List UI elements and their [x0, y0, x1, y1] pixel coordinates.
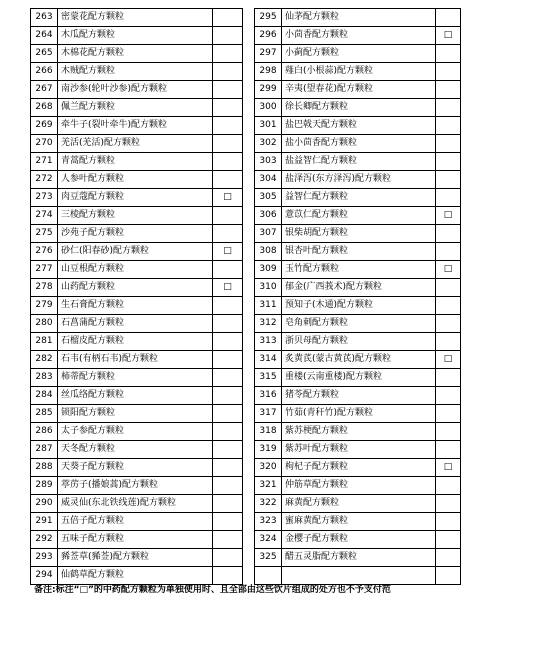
left-item-name: 山豆根配方颗粒 — [58, 261, 213, 279]
left-item-mark — [213, 423, 243, 441]
table-row — [31, 495, 461, 513]
table-row — [31, 153, 461, 171]
left-item-mark — [213, 333, 243, 351]
left-item-mark — [213, 225, 243, 243]
column-gap — [243, 135, 255, 153]
right-item-name: 郁金(广西莪术)配方颗粒 — [282, 279, 436, 297]
right-item-mark — [436, 405, 461, 423]
right-item-number: 318 — [255, 423, 282, 441]
right-item-mark — [436, 387, 461, 405]
left-item-number: 288 — [31, 459, 58, 477]
table-row — [31, 387, 461, 405]
left-item-name: 五倍子配方颗粒 — [58, 513, 213, 531]
left-item-number: 292 — [31, 531, 58, 549]
left-item-mark — [213, 369, 243, 387]
left-item-mark — [213, 549, 243, 567]
column-gap — [243, 81, 255, 99]
right-item-name: 竹茹(青秆竹)配方颗粒 — [282, 405, 436, 423]
left-item-number: 278 — [31, 279, 58, 297]
right-item-mark — [436, 63, 461, 81]
right-item-number: 296 — [255, 27, 282, 45]
left-item-number: 269 — [31, 117, 58, 135]
table-row — [31, 315, 461, 333]
column-gap — [243, 405, 255, 423]
right-item-name: 盐小茴香配方颗粒 — [282, 135, 436, 153]
right-item-number: 311 — [255, 297, 282, 315]
right-item-mark: □ — [436, 261, 461, 279]
table-row — [31, 279, 461, 297]
left-item-name: 石榴皮配方颗粒 — [58, 333, 213, 351]
right-item-mark — [436, 135, 461, 153]
column-gap — [243, 117, 255, 135]
left-item-mark — [213, 405, 243, 423]
right-item-number: 316 — [255, 387, 282, 405]
column-gap — [243, 423, 255, 441]
left-item-name: 锁阳配方颗粒 — [58, 405, 213, 423]
left-item-name: 南沙参(轮叶沙参)配方颗粒 — [58, 81, 213, 99]
left-item-name: 天葵子配方颗粒 — [58, 459, 213, 477]
left-item-mark — [213, 81, 243, 99]
right-item-mark — [436, 315, 461, 333]
left-item-mark — [213, 441, 243, 459]
table-row — [31, 297, 461, 315]
right-item-mark — [436, 189, 461, 207]
column-gap — [243, 9, 255, 27]
right-item-name: 薏苡仁配方颗粒 — [282, 207, 436, 225]
right-item-number: 309 — [255, 261, 282, 279]
table-row — [31, 351, 461, 369]
left-item-name: 木棉花配方颗粒 — [58, 45, 213, 63]
left-item-mark — [213, 351, 243, 369]
left-item-number: 294 — [31, 567, 58, 585]
left-item-number: 283 — [31, 369, 58, 387]
right-item-number: 319 — [255, 441, 282, 459]
right-item-number: 303 — [255, 153, 282, 171]
right-item-name: 盐泽泻(东方泽泻)配方颗粒 — [282, 171, 436, 189]
right-item-mark — [436, 81, 461, 99]
table-row — [31, 99, 461, 117]
right-item-number: 304 — [255, 171, 282, 189]
left-item-name: 沙苑子配方颗粒 — [58, 225, 213, 243]
drug-list-sheet — [30, 8, 461, 585]
left-item-mark — [213, 63, 243, 81]
left-item-mark — [213, 531, 243, 549]
table-row — [31, 369, 461, 387]
left-item-mark — [213, 135, 243, 153]
left-item-mark — [213, 495, 243, 513]
left-item-number: 281 — [31, 333, 58, 351]
left-item-number: 264 — [31, 27, 58, 45]
right-item-number: 314 — [255, 351, 282, 369]
right-item-number: 322 — [255, 495, 282, 513]
right-item-mark — [436, 243, 461, 261]
left-item-mark — [213, 459, 243, 477]
column-gap — [243, 207, 255, 225]
right-item-mark — [436, 279, 461, 297]
left-item-mark — [213, 9, 243, 27]
right-item-mark — [436, 9, 461, 27]
table-row — [31, 423, 461, 441]
left-item-name: 羌活(羌活)配方颗粒 — [58, 135, 213, 153]
right-item-mark — [436, 99, 461, 117]
left-item-number: 272 — [31, 171, 58, 189]
right-item-number: 325 — [255, 549, 282, 567]
right-item-mark — [436, 423, 461, 441]
left-item-number: 266 — [31, 63, 58, 81]
left-item-name: 肉豆蔻配方颗粒 — [58, 189, 213, 207]
right-item-mark — [436, 225, 461, 243]
column-gap — [243, 387, 255, 405]
left-item-number: 280 — [31, 315, 58, 333]
right-item-name: 辛夷(望春花)配方颗粒 — [282, 81, 436, 99]
left-item-name: 牵牛子(裂叶牵牛)配方颗粒 — [58, 117, 213, 135]
left-item-name: 石菖蒲配方颗粒 — [58, 315, 213, 333]
right-item-name: 枸杞子配方颗粒 — [282, 459, 436, 477]
left-item-mark: □ — [213, 279, 243, 297]
right-item-name: 紫苏叶配方颗粒 — [282, 441, 436, 459]
right-item-name: 仙茅配方颗粒 — [282, 9, 436, 27]
right-item-name: 皂角刺配方颗粒 — [282, 315, 436, 333]
column-gap — [243, 189, 255, 207]
right-item-number: 300 — [255, 99, 282, 117]
right-item-number: 307 — [255, 225, 282, 243]
left-item-mark — [213, 261, 243, 279]
left-item-number: 263 — [31, 9, 58, 27]
left-item-name: 太子参配方颗粒 — [58, 423, 213, 441]
left-item-name: 石韦(有柄石韦)配方颗粒 — [58, 351, 213, 369]
table-row — [31, 513, 461, 531]
left-item-name: 威灵仙(东北铁线莲)配方颗粒 — [58, 495, 213, 513]
right-item-number: 323 — [255, 513, 282, 531]
left-item-name: 三棱配方颗粒 — [58, 207, 213, 225]
right-item-name: 小茴香配方颗粒 — [282, 27, 436, 45]
right-item-number: 306 — [255, 207, 282, 225]
left-item-name: 丝瓜络配方颗粒 — [58, 387, 213, 405]
right-item-number: 301 — [255, 117, 282, 135]
table-row — [31, 477, 461, 495]
column-gap — [243, 513, 255, 531]
right-item-name: 盐巴戟天配方颗粒 — [282, 117, 436, 135]
right-item-mark — [436, 531, 461, 549]
table-row — [31, 333, 461, 351]
left-item-name: 砂仁(阳春砂)配方颗粒 — [58, 243, 213, 261]
left-item-number: 289 — [31, 477, 58, 495]
left-item-name: 天冬配方颗粒 — [58, 441, 213, 459]
left-item-number: 265 — [31, 45, 58, 63]
left-item-number: 293 — [31, 549, 58, 567]
right-item-number: 298 — [255, 63, 282, 81]
right-item-mark — [436, 513, 461, 531]
column-gap — [243, 99, 255, 117]
left-item-name: 木瓜配方颗粒 — [58, 27, 213, 45]
table-row — [31, 405, 461, 423]
left-item-name: 人参叶配方颗粒 — [58, 171, 213, 189]
left-item-mark: □ — [213, 189, 243, 207]
right-item-number: 313 — [255, 333, 282, 351]
right-item-mark — [436, 171, 461, 189]
right-item-number: 297 — [255, 45, 282, 63]
column-gap — [243, 243, 255, 261]
left-item-number: 271 — [31, 153, 58, 171]
left-item-mark — [213, 27, 243, 45]
column-gap — [243, 315, 255, 333]
column-gap — [243, 153, 255, 171]
table-row — [31, 207, 461, 225]
drug-list-table — [30, 8, 461, 585]
right-item-mark — [436, 297, 461, 315]
left-item-number: 284 — [31, 387, 58, 405]
right-item-name: 紫苏梗配方颗粒 — [282, 423, 436, 441]
table-row — [31, 9, 461, 27]
column-gap — [243, 171, 255, 189]
left-item-name: 佩兰配方颗粒 — [58, 99, 213, 117]
column-gap — [243, 279, 255, 297]
left-item-mark: □ — [213, 243, 243, 261]
left-item-number: 273 — [31, 189, 58, 207]
left-item-name: 密蒙花配方颗粒 — [58, 9, 213, 27]
left-item-number: 274 — [31, 207, 58, 225]
table-row — [31, 117, 461, 135]
table-row — [31, 27, 461, 45]
column-gap — [243, 477, 255, 495]
right-item-name: 预知子(木通)配方颗粒 — [282, 297, 436, 315]
right-item-name: 浙贝母配方颗粒 — [282, 333, 436, 351]
right-item-number: 295 — [255, 9, 282, 27]
column-gap — [243, 45, 255, 63]
left-item-name: 葶苈子(播娘蒿)配方颗粒 — [58, 477, 213, 495]
table-row — [31, 441, 461, 459]
left-item-number: 286 — [31, 423, 58, 441]
table-row — [31, 531, 461, 549]
column-gap — [243, 333, 255, 351]
right-item-mark — [436, 153, 461, 171]
right-item-name: 益智仁配方颗粒 — [282, 189, 436, 207]
table-row — [31, 81, 461, 99]
right-item-mark: □ — [436, 459, 461, 477]
right-item-name: 薤白(小根蒜)配方颗粒 — [282, 63, 436, 81]
table-row — [31, 171, 461, 189]
right-item-mark — [436, 495, 461, 513]
right-item-name: 小蓟配方颗粒 — [282, 45, 436, 63]
column-gap — [243, 351, 255, 369]
left-item-name: 生石膏配方颗粒 — [58, 297, 213, 315]
right-item-number: 315 — [255, 369, 282, 387]
right-item-mark — [436, 333, 461, 351]
footnote: 备注:标注“□”的中药配方颗粒为单独使用时、且全部由这些饮片组成的处方也不予支付范 — [34, 585, 391, 595]
left-item-name: 五味子配方颗粒 — [58, 531, 213, 549]
left-item-mark — [213, 171, 243, 189]
left-item-number: 275 — [31, 225, 58, 243]
column-gap — [243, 297, 255, 315]
table-row — [31, 459, 461, 477]
column-gap — [243, 549, 255, 567]
right-item-number: 312 — [255, 315, 282, 333]
left-item-mark — [213, 117, 243, 135]
left-item-number: 285 — [31, 405, 58, 423]
right-item-name: 炙黄芪(蒙古黄芪)配方颗粒 — [282, 351, 436, 369]
right-item-name: 银杏叶配方颗粒 — [282, 243, 436, 261]
left-item-mark — [213, 315, 243, 333]
left-item-number: 268 — [31, 99, 58, 117]
left-item-mark — [213, 207, 243, 225]
column-gap — [243, 225, 255, 243]
left-item-mark — [213, 99, 243, 117]
left-item-name: 仙鹤草配方颗粒 — [58, 567, 213, 585]
right-item-number: 299 — [255, 81, 282, 99]
table-row — [31, 261, 461, 279]
left-item-number: 279 — [31, 297, 58, 315]
column-gap — [243, 27, 255, 45]
column-gap — [243, 531, 255, 549]
right-item-name: 徐长卿配方颗粒 — [282, 99, 436, 117]
right-item-mark: □ — [436, 207, 461, 225]
right-item-name: 蜜麻黄配方颗粒 — [282, 513, 436, 531]
left-item-number: 276 — [31, 243, 58, 261]
right-item-mark — [436, 441, 461, 459]
left-item-number: 267 — [31, 81, 58, 99]
right-item-number: 310 — [255, 279, 282, 297]
left-item-mark — [213, 45, 243, 63]
left-item-mark — [213, 477, 243, 495]
table-row — [31, 225, 461, 243]
right-item-mark — [436, 45, 461, 63]
left-item-number: 270 — [31, 135, 58, 153]
right-item-number: 321 — [255, 477, 282, 495]
table-row — [31, 549, 461, 567]
left-item-number: 290 — [31, 495, 58, 513]
right-item-mark — [436, 549, 461, 567]
left-item-mark — [213, 513, 243, 531]
right-item-name: 麻黄配方颗粒 — [282, 495, 436, 513]
table-row — [31, 189, 461, 207]
right-item-mark: □ — [436, 351, 461, 369]
left-item-name: 豨莶草(豨莶)配方颗粒 — [58, 549, 213, 567]
column-gap — [243, 63, 255, 81]
right-item-number: 320 — [255, 459, 282, 477]
right-item-number: 324 — [255, 531, 282, 549]
right-item-number: 317 — [255, 405, 282, 423]
left-item-name: 青蒿配方颗粒 — [58, 153, 213, 171]
right-item-name: 金樱子配方颗粒 — [282, 531, 436, 549]
left-item-number: 277 — [31, 261, 58, 279]
table-row — [31, 63, 461, 81]
right-item-number: 302 — [255, 135, 282, 153]
left-item-mark — [213, 387, 243, 405]
left-item-number: 291 — [31, 513, 58, 531]
right-item-name: 猪苓配方颗粒 — [282, 387, 436, 405]
left-item-name: 柿蒂配方颗粒 — [58, 369, 213, 387]
table-row — [31, 243, 461, 261]
table-row — [31, 135, 461, 153]
left-item-name: 木贼配方颗粒 — [58, 63, 213, 81]
right-item-number: 308 — [255, 243, 282, 261]
right-item-name: 银柴胡配方颗粒 — [282, 225, 436, 243]
left-item-mark — [213, 153, 243, 171]
left-item-number: 287 — [31, 441, 58, 459]
left-item-mark — [213, 297, 243, 315]
right-item-name: 盐益智仁配方颗粒 — [282, 153, 436, 171]
column-gap — [243, 441, 255, 459]
table-row — [31, 45, 461, 63]
left-item-number: 282 — [31, 351, 58, 369]
right-item-mark — [436, 369, 461, 387]
right-item-number: 305 — [255, 189, 282, 207]
right-item-name: 醋五灵脂配方颗粒 — [282, 549, 436, 567]
column-gap — [243, 261, 255, 279]
left-item-name: 山药配方颗粒 — [58, 279, 213, 297]
right-item-mark — [436, 117, 461, 135]
right-item-name: 玉竹配方颗粒 — [282, 261, 436, 279]
column-gap — [243, 369, 255, 387]
column-gap — [243, 459, 255, 477]
right-item-name: 仲筋草配方颗粒 — [282, 477, 436, 495]
column-gap — [243, 495, 255, 513]
drug-list-body — [31, 9, 461, 585]
right-item-mark — [436, 477, 461, 495]
right-item-name: 重楼(云南重楼)配方颗粒 — [282, 369, 436, 387]
right-item-mark: □ — [436, 27, 461, 45]
